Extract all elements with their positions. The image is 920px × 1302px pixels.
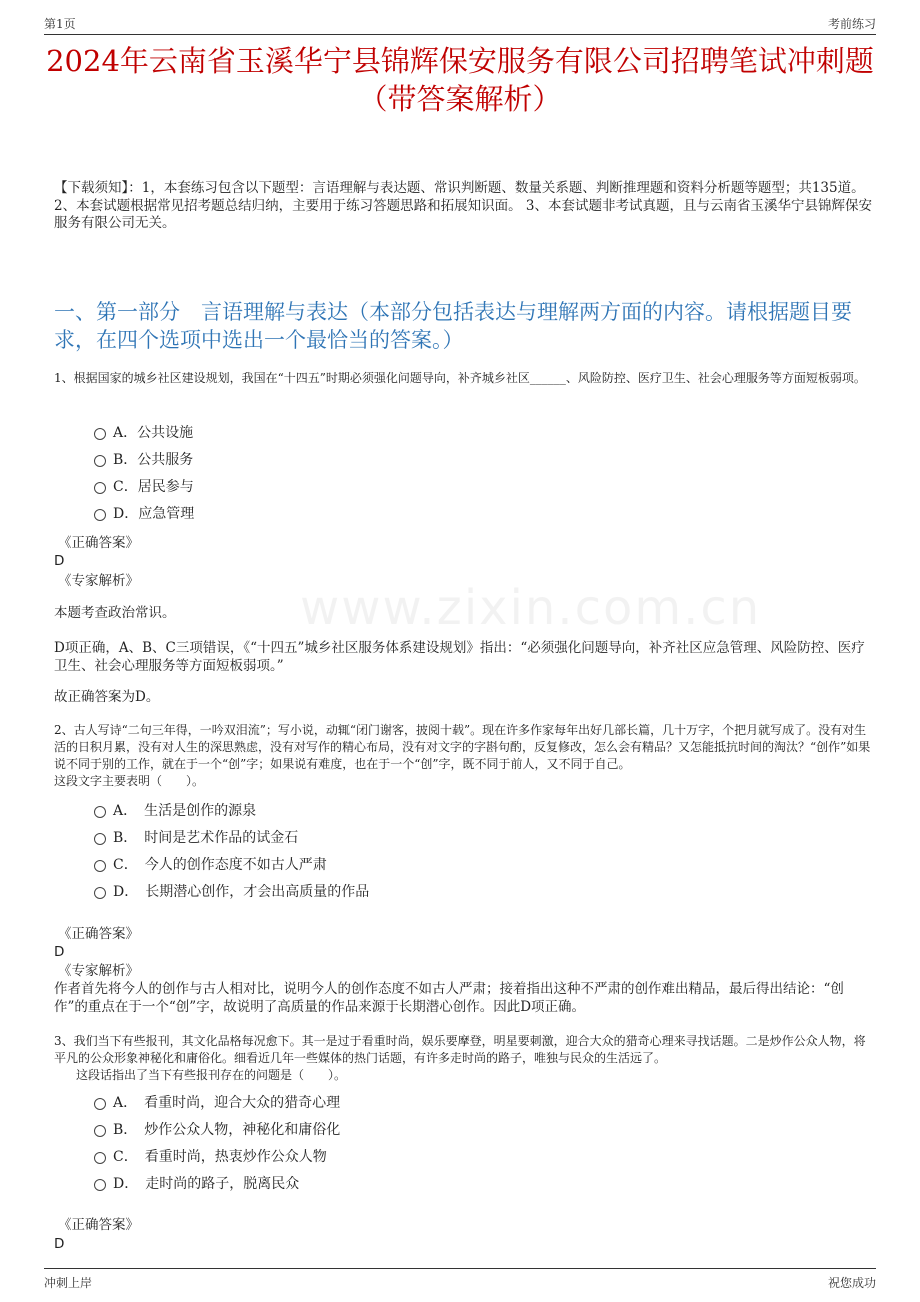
q1-option-c[interactable]: C．居民参与	[94, 478, 194, 496]
radio-icon[interactable]	[94, 509, 106, 521]
q1-option-a[interactable]: A．公共设施	[94, 424, 193, 442]
radio-icon[interactable]	[94, 1125, 106, 1137]
watermark: www.zixin.com.cn	[300, 580, 762, 636]
radio-icon[interactable]	[94, 806, 106, 818]
document-title: 2024年云南省玉溪华宁县锦辉保安服务有限公司招聘笔试冲刺题（带答案解析）	[46, 44, 874, 116]
q1-answer: D	[54, 553, 65, 569]
q1-answer-label: 《正确答案》	[58, 535, 139, 551]
q3-answer: D	[54, 1236, 65, 1252]
q1-analysis-label: 《专家解析》	[58, 573, 139, 589]
q2-analysis: 作者首先将今人的创作与古人相对比，说明今人的创作态度不如古人严肃；接着指出这种不严肃的创作难出精品，最后得出结论：“创作”的重点在于一个“创”字，故说明了高质量的作品来源于长期潜心创作。因此D项正确。	[54, 981, 844, 1015]
radio-icon[interactable]	[94, 1179, 106, 1191]
page-footer	[44, 1268, 876, 1293]
radio-icon[interactable]	[94, 428, 106, 440]
download-notice: 【下载须知】：1，本套练习包含以下题型：言语理解与表达题、常识判断题、数量关系题、判断推理题和资料分析题等题型；共135道。 2、本套试题根据常见招考题总结归纳，主要用于练习答题思路和拓展知识面。 3、本套试题非考试真题，且与云南省玉溪华宁县锦辉保安服务有限公司无关。	[54, 180, 872, 231]
q3-option-a[interactable]: A． 看重时尚，迎合大众的猎奇心理	[94, 1094, 340, 1112]
q2-option-b[interactable]: B． 时间是艺术作品的试金石	[94, 829, 298, 847]
radio-icon[interactable]	[94, 833, 106, 845]
q2-answer-label: 《正确答案》	[58, 926, 139, 942]
question-3-stem: 3、我们当下有些报刊，其文化品格每况愈下。其一是过于看重时尚，娱乐要摩登，明星要刺激，迎合大众的猎奇心理来寻找话题。二是炒作公众人物，将平凡的公众形象神秘化和庸俗化。细看近几年一些媒体的热门话题，有许多走时尚的路子，唯独与民众的生活远了。 这段话指出了当下有些报刊存在的问题是（ ）。	[54, 1033, 872, 1084]
radio-icon[interactable]	[94, 860, 106, 872]
page-number: 第1页	[44, 17, 76, 31]
q2-option-d[interactable]: D． 长期潜心创作，才会出高质量的作品	[94, 883, 369, 901]
q2-answer: D	[54, 944, 65, 960]
q3-option-b[interactable]: B． 炒作公众人物，神秘化和庸俗化	[94, 1121, 340, 1139]
radio-icon[interactable]	[94, 1152, 106, 1164]
radio-icon[interactable]	[94, 482, 106, 494]
q3-option-d[interactable]: D． 走时尚的路子，脱离民众	[94, 1175, 299, 1193]
q1-option-b[interactable]: B．公共服务	[94, 451, 193, 469]
header-right-text: 考前练习	[827, 17, 876, 31]
question-2-ask: 这段文字主要表明（ ）。	[54, 774, 205, 788]
section-heading: 一、第一部分 言语理解与表达（本部分包括表达与理解两方面的内容。请根据题目要求，在四个选项中选出一个最恰当的答案。）	[54, 300, 852, 352]
q2-option-a[interactable]: A． 生活是创作的源泉	[94, 802, 256, 820]
radio-icon[interactable]	[94, 1098, 106, 1110]
radio-icon[interactable]	[94, 455, 106, 467]
q3-option-c[interactable]: C． 看重时尚，热衷炒作公众人物	[94, 1148, 327, 1166]
footer-right-text: 祝您成功	[827, 1276, 876, 1290]
question-2-stem: 2、古人写诗“二句三年得，一吟双泪流”；写小说，动辄“闭门谢客，披阅十载”。现在许多作家每年出好几部长篇，几十万字，个把月就写成了。没有对生活的日积月累，没有对人生的深思熟虑，没有对写作的精心布局，没有对文字的字斟句酌，反复修改，怎么会有精品？又怎能抵抗时间的淘汰？“创作”如果说不同于别的工作，就在于一个“创”字；如果说有难度，也在于一个“创”字，既不同于前人，又不同于自己。 这段文字主要表明（ ）。	[54, 723, 871, 788]
footer-left-text: 冲刺上岸	[44, 1276, 93, 1290]
page-header	[44, 12, 876, 35]
question-1-stem: 1、根据国家的城乡社区建设规划，我国在“十四五”时期必须强化问题导向，补齐城乡社区______、风险防控、医疗卫生、社会心理服务等方面短板弱项。	[54, 371, 866, 385]
q2-analysis-label: 《专家解析》	[58, 963, 139, 979]
q3-answer-label: 《正确答案》	[58, 1217, 139, 1233]
q1-analysis-1: 本题考查政治常识。	[54, 605, 176, 621]
q1-analysis-3: 故正确答案为D。	[54, 689, 160, 705]
q2-option-c[interactable]: C． 今人的创作态度不如古人严肃	[94, 856, 327, 874]
question-3-ask: 这段话指出了当下有些报刊存在的问题是（ ）。	[76, 1068, 347, 1082]
radio-icon[interactable]	[94, 887, 106, 899]
q1-analysis-2: D项正确，A、B、C三项错误，《“十四五”城乡社区服务体系建设规划》指出：“必须强化问题导向，补齐社区应急管理、风险防控、医疗卫生、社会心理服务等方面短板弱项。”	[54, 640, 865, 674]
q1-option-d[interactable]: D．应急管理	[94, 505, 194, 523]
